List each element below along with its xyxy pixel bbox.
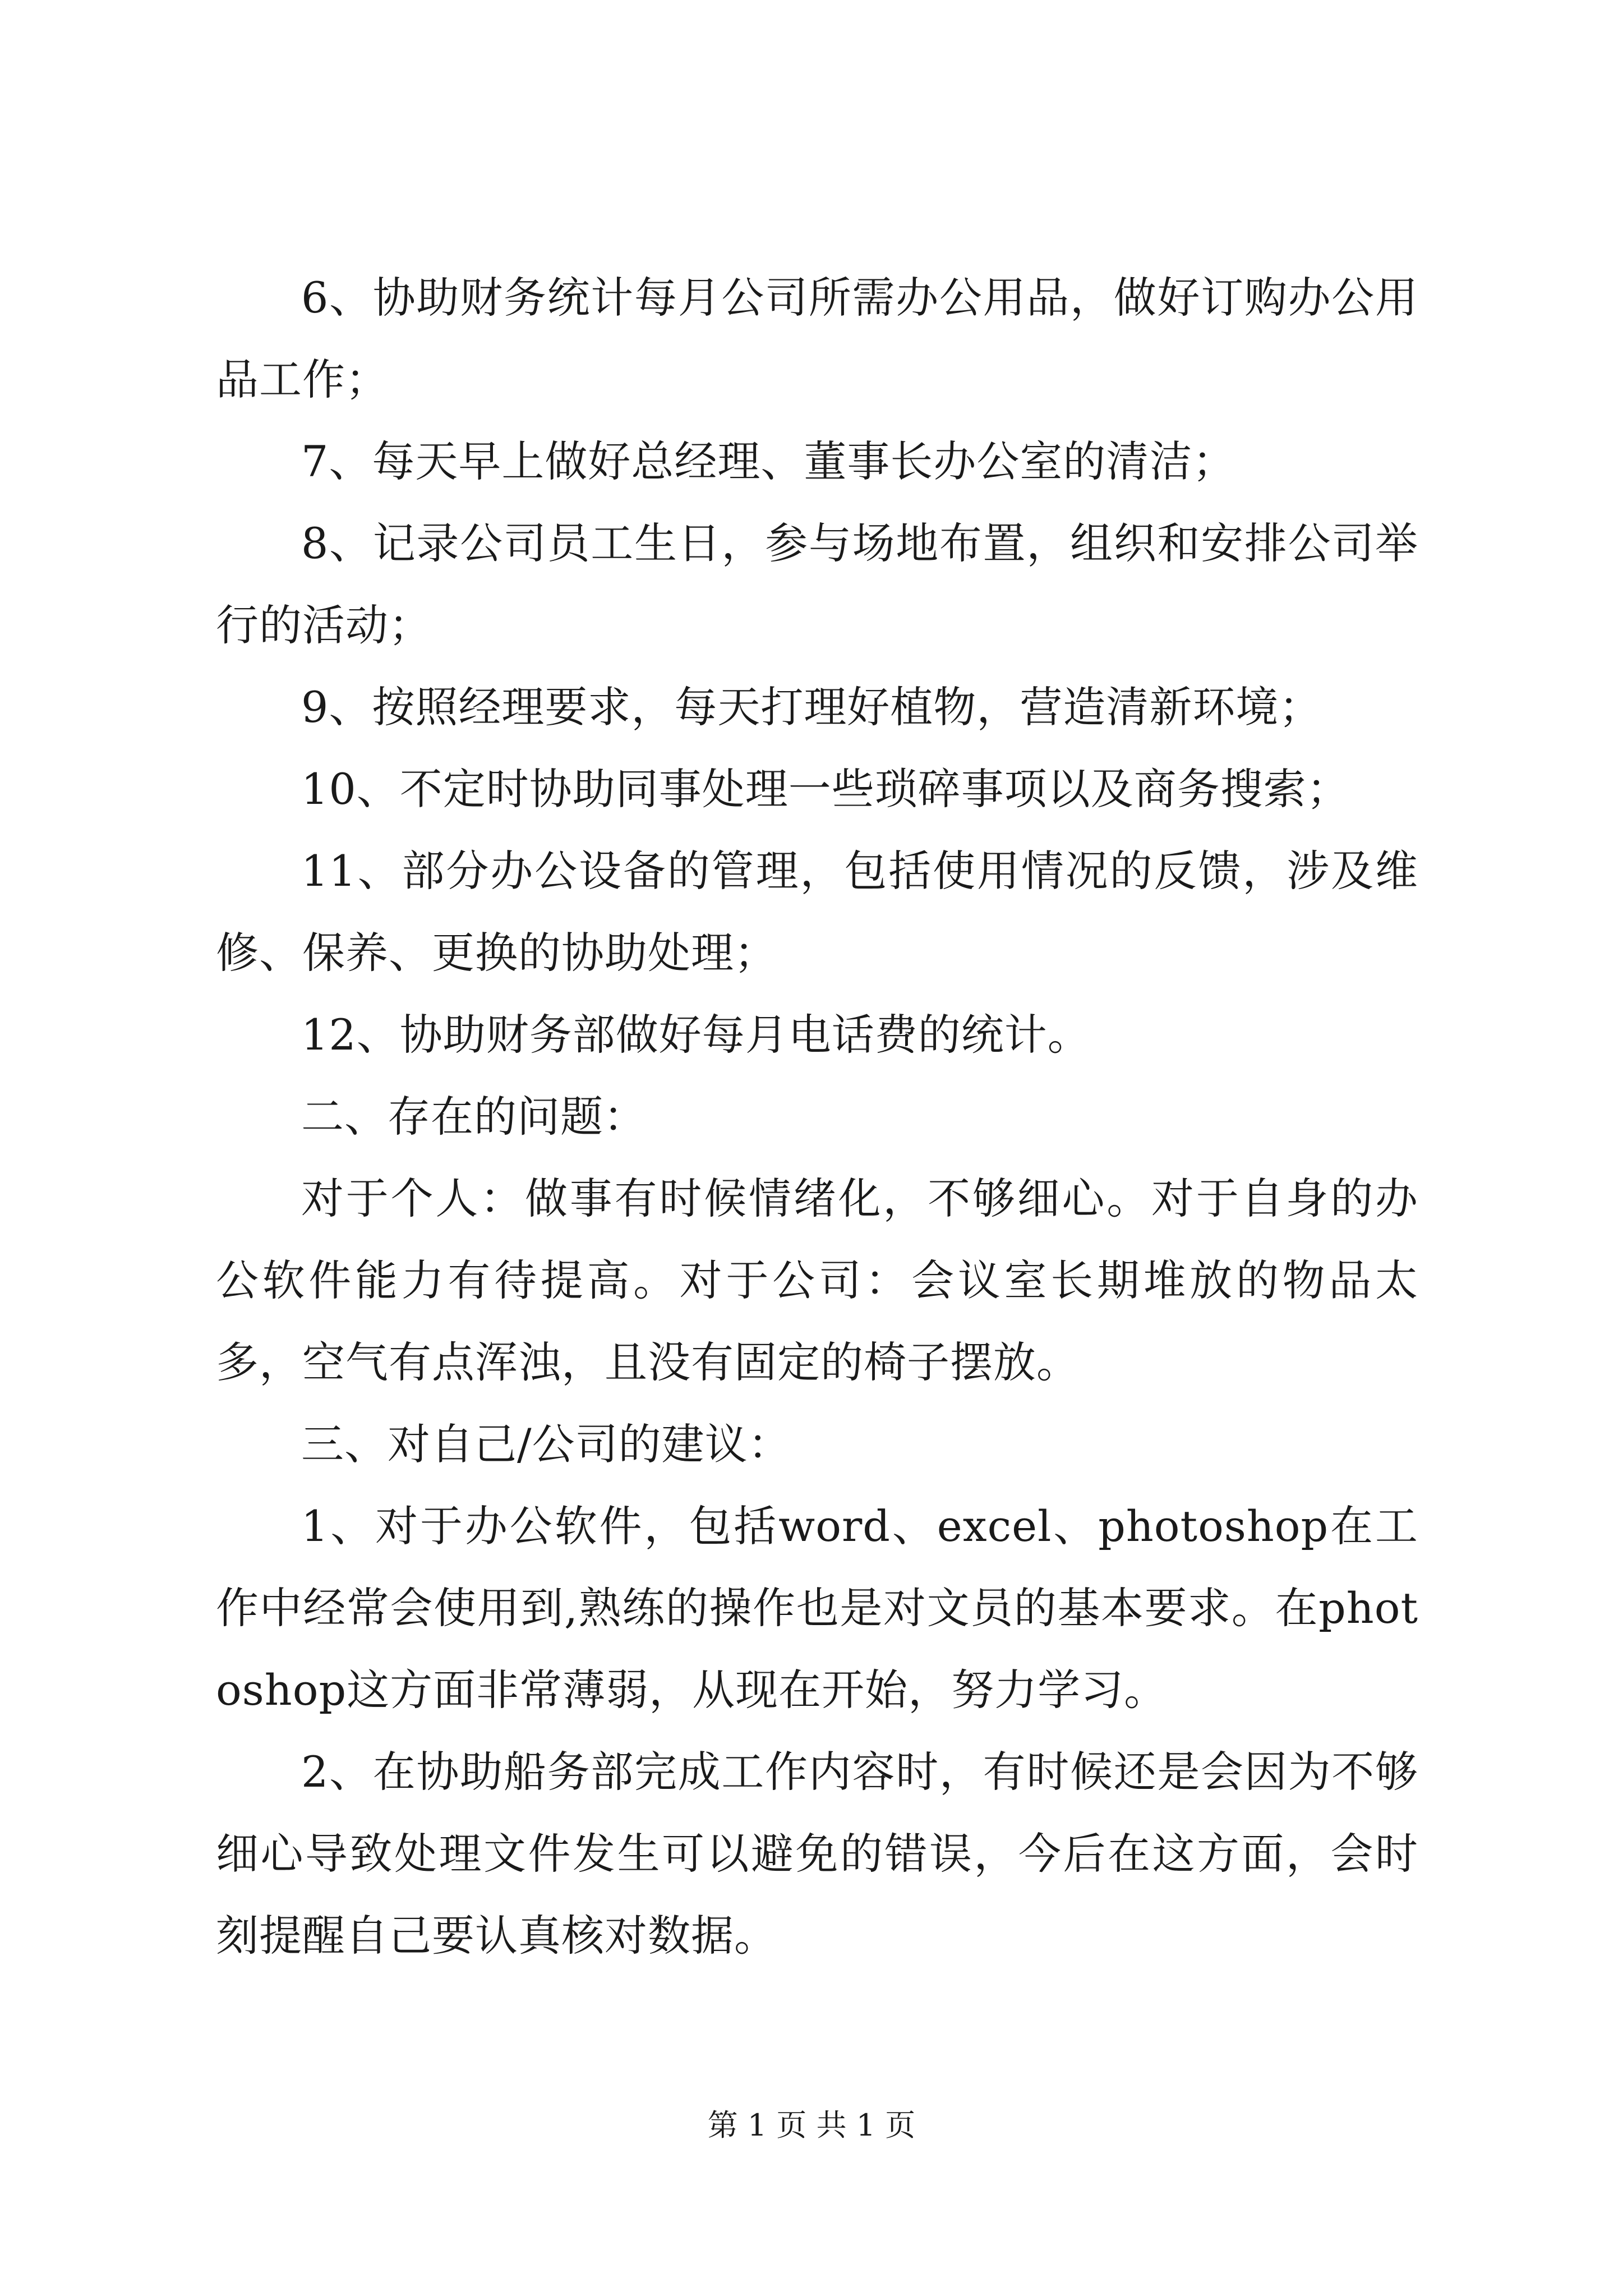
- paragraph-item-6: 6、协助财务统计每月公司所需办公用品，做好订购办公用品工作；: [216, 273, 1418, 404]
- paragraph-item-7: 7、每天早上做好总经理、董事长办公室的清洁；: [301, 436, 1236, 486]
- paragraph-item-10: 10、不定时协助同事处理一些琐碎事项以及商务搜索；: [301, 764, 1350, 814]
- paragraph-item-9: 9、按照经理要求，每天打理好植物，营造清新环境；: [301, 682, 1322, 732]
- paragraph-item-11: 11、部分办公设备的管理，包括使用情况的反馈，涉及维修、保养、更换的协助处理；: [216, 846, 1418, 978]
- paragraph-suggestion-1: 1、对于办公软件，包括word、excel、photoshop在工作中经常会使用到,熟练的操作也是对文员的基本要求。在photoshop这方面非常薄弱，从现在开始，努力学习。: [216, 1501, 1418, 1715]
- section-heading-problems: 二、存在的问题：: [301, 1092, 647, 1142]
- section-heading-suggestions: 三、对自己/公司的建议：: [301, 1419, 791, 1469]
- paragraph-suggestion-2: 2、在协助船务部完成工作内容时，有时候还是会因为不够细心导致处理文件发生可以避免的错误，今后在这方面，会时刻提醒自己要认真核对数据。: [216, 1747, 1418, 1961]
- paragraph-problems-detail: 对于个人：做事有时候情绪化，不够细心。对于自身的办公软件能力有待提高。对于公司：会议室长期堆放的物品太多，空气有点浑浊，且没有固定的椅子摆放。: [216, 1174, 1418, 1387]
- paragraph-item-8: 8、记录公司员工生日，参与场地布置，组织和安排公司举行的活动；: [216, 518, 1418, 650]
- page-number-footer: 第 1 页 共 1 页: [707, 2108, 916, 2143]
- paragraph-item-12: 12、协助财务部做好每月电话费的统计。: [301, 1010, 1091, 1060]
- document-body: [216, 257, 1418, 1977]
